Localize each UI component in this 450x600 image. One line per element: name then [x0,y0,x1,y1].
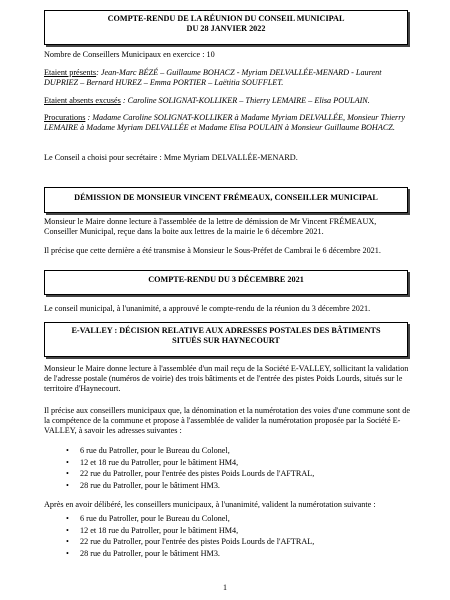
deliberation-paragraph: Après en avoir délibéré, les conseillers municipaux, à l'unanimité, valident la numérotation suivante : [44,500,376,509]
list-item: • 12 et 18 rue du Patroller, pour le bâtiment HM4, [44,458,410,470]
proxies [44,113,410,133]
section-title-minutes [44,270,408,295]
subprefect-paragraph: Il précise que cette dernière a été transmise à Monsieur le Sous-Préfet de Cambrai le 6 décembre 2021. [44,246,381,255]
list-item: • 28 rue du Patroller, pour le bâtiment HM3. [44,481,410,493]
section-title-evalley-line1: E-VALLEY : DÉCISION RELATIVE AUX ADRESSES POSTALES DES BÂTIMENTS [71,326,381,335]
page-title-box [44,10,408,45]
excused-list: : Caroline SOLIGNAT-KOLLIKER – Thierry LEMAIRE – Elisa POULAIN. [122,96,370,105]
list-item: • 12 et 18 rue du Patroller, pour le bâtiment HM4, [44,526,410,538]
section-title-minutes-text: COMPTE-RENDU DU 3 DÉCEMBRE 2021 [148,275,304,284]
page-number: 1 [223,583,227,592]
secretary-line: Le Conseil a choisi pour secrétaire : Mme Myriam DELVALLÉE-MENARD. [44,153,298,162]
proxies-list: : Madame Caroline SOLIGNAT-KOLLIKER à Madame Myriam DELVALLÉE, Monsieur Thierry LEMAIRE à Madame Myriam DELVALLÉE et Madame Elisa POULAIN à Monsieur Guillaume BOHACZ. [44,113,406,132]
list-item: • 22 rue du Patroller, pour l'entrée des pistes Poids Lourds de l'AFTRAL, [44,537,410,549]
list-item: • 6 rue du Patroller, pour le Bureau du Colonel, [44,514,410,526]
excused-label: Etaient absents excusés [44,96,121,105]
list-item: • 28 rue du Patroller, pour le bâtiment HM3. [44,549,410,561]
evalley-mail-paragraph: Monsieur le Maire donne lecture à l'assemblée d'un mail reçu de la Société E-VALLEY, sollicitant la validation de l'adresse postale (numéros de voirie) des trois bâtiments et de l'entrée des pistes Poids Lourds, situés sur le territoire d'Haynecourt. [44,364,409,393]
proxies-label: Procurations [44,113,86,122]
list-item: • 22 rue du Patroller, pour l'entrée des pistes Poids Lourds de l'AFTRAL, [44,469,410,481]
page-title-line1: COMPTE-RENDU DE LA RÉUNION DU CONSEIL MUNICIPAL [107,14,345,23]
section-title-evalley [44,322,408,357]
list-item: • 6 rue du Patroller, pour le Bureau du Colonel, [44,446,410,458]
present-members [44,68,410,88]
excused-members [44,96,410,106]
present-list: : Jean-Marc BÉZÉ – Guillaume BOHACZ - Myriam DELVALLÉE-MENARD - Laurent DUPRIEZ – Bernard HUREZ – Emma PORTIER – Laëtitia SOUFFLET. [44,68,382,87]
section-title-resignation-text: DÉMISSION DE MONSIEUR VINCENT FRÉMEAUX, CONSEILLER MUNICIPAL [74,193,378,202]
section-title-resignation [44,187,408,213]
evalley-proposal-paragraph: Il précise aux conseillers municipaux que, la dénomination et la numérotation des voies d'une commune sont de la compétence de la commune et propose à l'assemblée de valider la numérotation proposée par la Société E-VALLEY, à savoir les adresses suivantes : [44,406,410,435]
councillors-count: Nombre de Conseillers Municipaux en exercice : 10 [44,50,215,59]
resignation-paragraph: Monsieur le Maire donne lecture à l'assemblée de la lettre de démission de Mr Vincent FRÉMEAUX, Conseiller Municipal, reçue dans la boite aux lettres de la mairie le 6 décembre 2021. [44,217,377,236]
minutes-approval: Le conseil municipal, à l'unanimité, a approuvé le compte-rendu de la réunion du 3 décembre 2021. [44,304,371,313]
validated-addresses-list [44,514,410,560]
page-title-line2: DU 28 JANVIER 2022 [186,24,266,34]
section-title-evalley-line2: SITUÉS SUR HAYNECOURT [172,336,280,346]
proposed-addresses-list [44,446,410,492]
present-label: Etaient présents [44,68,97,77]
